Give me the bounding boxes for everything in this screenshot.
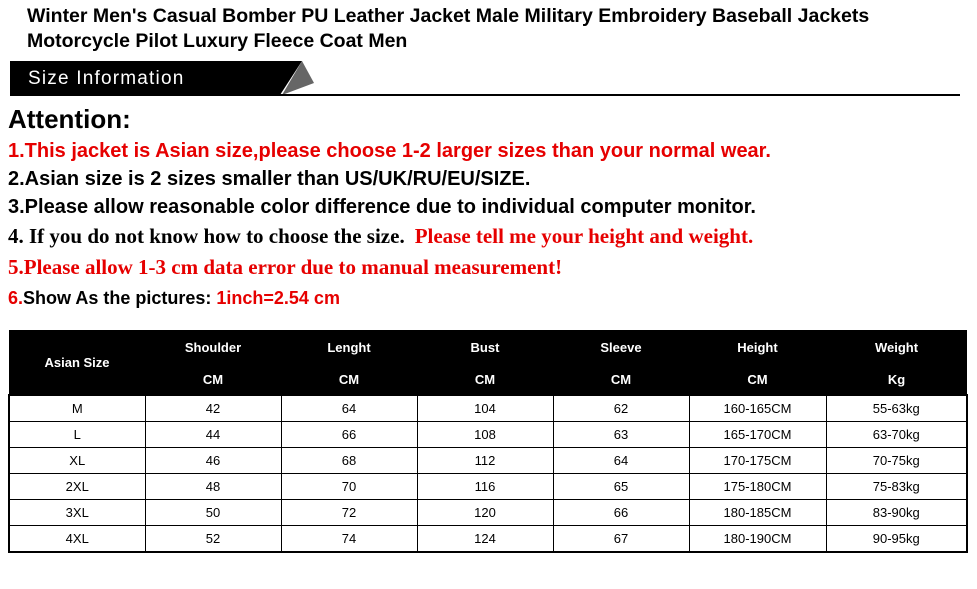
- table-row: [9, 526, 967, 553]
- cell-height: 180-185CM: [689, 500, 826, 526]
- header-sleeve: Sleeve: [553, 330, 689, 364]
- cell-sleeve: 65: [553, 474, 689, 500]
- cell-sleeve: 62: [553, 395, 689, 422]
- attention-item-6-text: Show As the pictures:: [23, 288, 217, 308]
- cell-size: M: [9, 395, 145, 422]
- header-bust: Bust: [417, 330, 553, 364]
- table-row: [9, 395, 967, 422]
- cell-weight: 70-75kg: [826, 448, 967, 474]
- cell-bust: 104: [417, 395, 553, 422]
- cell-height: 170-175CM: [689, 448, 826, 474]
- header-length: Lenght: [281, 330, 417, 364]
- unit-length: CM: [281, 364, 417, 395]
- cell-sleeve: 64: [553, 448, 689, 474]
- cell-height: 160-165CM: [689, 395, 826, 422]
- table-row: [9, 448, 967, 474]
- unit-weight: Kg: [826, 364, 967, 395]
- cell-bust: 116: [417, 474, 553, 500]
- attention-item-3: 3.Please allow reasonable color difference due to individual computer monitor.: [8, 196, 756, 218]
- product-title: Winter Men's Casual Bomber PU Leather Jacket Male Military Embroidery Baseball Jackets Motorcycle Pilot Luxury Fleece Coat Men: [27, 5, 870, 52]
- cell-length: 64: [281, 395, 417, 422]
- cell-size: XL: [9, 448, 145, 474]
- attention-item-5: 5.Please allow 1-3 cm data error due to manual measurement!: [8, 255, 563, 279]
- cell-bust: 120: [417, 500, 553, 526]
- size-chart-table: [8, 330, 968, 553]
- cell-sleeve: 67: [553, 526, 689, 553]
- cell-shoulder: 44: [145, 422, 281, 448]
- header-shoulder: Shoulder: [145, 330, 281, 364]
- table-row: [9, 500, 967, 526]
- cell-size: L: [9, 422, 145, 448]
- unit-sleeve: CM: [553, 364, 689, 395]
- attention-heading: Attention:: [8, 104, 131, 134]
- cell-sleeve: 66: [553, 500, 689, 526]
- unit-shoulder: CM: [145, 364, 281, 395]
- cell-weight: 63-70kg: [826, 422, 967, 448]
- cell-shoulder: 42: [145, 395, 281, 422]
- attention-item-1: 1.This jacket is Asian size,please choose 1-2 larger sizes than your normal wear.: [8, 140, 771, 162]
- header-weight: Weight: [826, 330, 967, 364]
- cell-shoulder: 52: [145, 526, 281, 553]
- attention-item-4-text: 4. If you do not know how to choose the size.: [8, 224, 405, 248]
- header-asian-size: Asian Size: [9, 330, 145, 395]
- cell-bust: 108: [417, 422, 553, 448]
- cell-size: 2XL: [9, 474, 145, 500]
- cell-weight: 83-90kg: [826, 500, 967, 526]
- cell-length: 70: [281, 474, 417, 500]
- unit-height: CM: [689, 364, 826, 395]
- cell-size: 3XL: [9, 500, 145, 526]
- cell-shoulder: 50: [145, 500, 281, 526]
- attention-item-4-highlight: Please tell me your height and weight.: [414, 224, 754, 248]
- cell-length: 74: [281, 526, 417, 553]
- cell-weight: 90-95kg: [826, 526, 967, 553]
- cell-length: 72: [281, 500, 417, 526]
- cell-weight: 75-83kg: [826, 474, 967, 500]
- attention-item-6-conversion: 1inch=2.54 cm: [216, 288, 340, 308]
- table-row: [9, 422, 967, 448]
- unit-bust: CM: [417, 364, 553, 395]
- attention-item-6-number: 6.: [8, 288, 24, 308]
- cell-bust: 124: [417, 526, 553, 553]
- cell-shoulder: 48: [145, 474, 281, 500]
- cell-shoulder: 46: [145, 448, 281, 474]
- cell-height: 165-170CM: [689, 422, 826, 448]
- cell-size: 4XL: [9, 526, 145, 553]
- cell-bust: 112: [417, 448, 553, 474]
- cell-length: 66: [281, 422, 417, 448]
- attention-item-6: [8, 285, 340, 311]
- table-row: [9, 474, 967, 500]
- cell-height: 180-190CM: [689, 526, 826, 553]
- cell-height: 175-180CM: [689, 474, 826, 500]
- size-information-banner: [10, 61, 960, 97]
- banner-label: Size Information: [28, 68, 185, 89]
- cell-length: 68: [281, 448, 417, 474]
- attention-item-4: [8, 222, 753, 250]
- header-height: Height: [689, 330, 826, 364]
- cell-weight: 55-63kg: [826, 395, 967, 422]
- cell-sleeve: 63: [553, 422, 689, 448]
- attention-item-2: 2.Asian size is 2 sizes smaller than US/UK/RU/EU/SIZE.: [8, 168, 531, 190]
- size-chart-header: [9, 330, 967, 395]
